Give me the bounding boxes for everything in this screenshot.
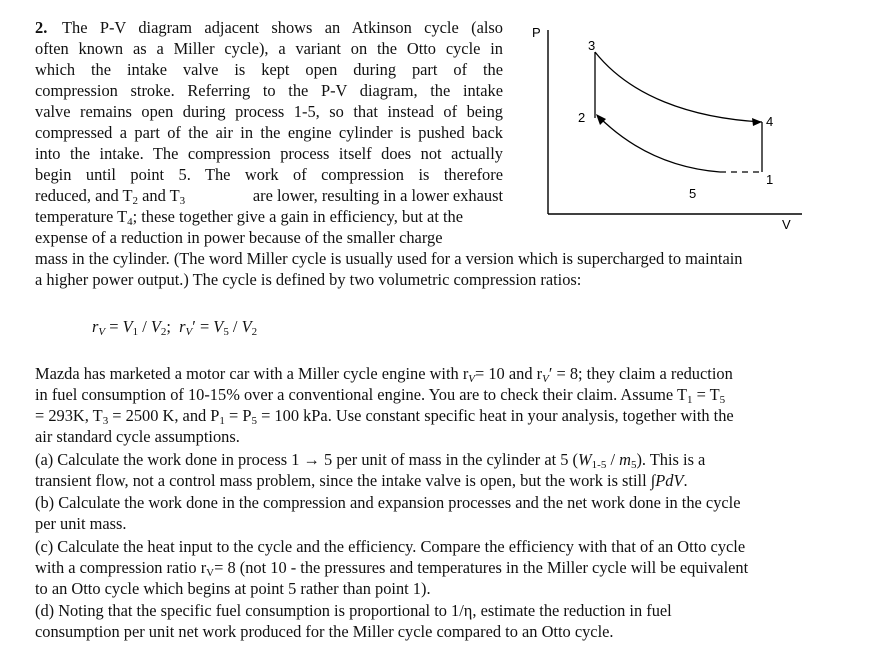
intro-line-6: compressed a part of the air in the engine cylinder is pushed back bbox=[35, 123, 503, 142]
part-b-line-2: per unit mass. bbox=[35, 514, 127, 533]
mazda-line-3: = 293K, T3 = 2500 K, and P1 = P5 = 100 kPa. Use constant specific heat in your analysis, together with the bbox=[35, 406, 734, 427]
point-2-label: 2 bbox=[578, 110, 586, 125]
intro-line-5: valve remains open during process 1-5, so that instead of being bbox=[35, 102, 503, 121]
point-3-label: 3 bbox=[588, 38, 596, 53]
mazda-line-4: air standard cycle assumptions. bbox=[35, 427, 240, 446]
part-b-line-1: (b) Calculate the work done in the compression and expansion processes and the net work done in the cycle bbox=[35, 493, 741, 512]
part-d-line-1: (d) Noting that the specific fuel consumption is proportional to 1/η, estimate the reduction in fuel bbox=[35, 601, 672, 620]
problem-number: 2. bbox=[35, 18, 48, 37]
part-a-line-2: transient flow, not a control mass problem, since the intake valve is open, but the work is still ∫PdV. bbox=[35, 471, 688, 490]
part-c-line-1: (c) Calculate the heat input to the cycle and the efficiency. Compare the efficiency with that of an Otto cycle bbox=[35, 537, 746, 556]
compression-ratio-equation: rV = V1 / V2; rV′ = V5 / V2 bbox=[92, 317, 258, 338]
point-1-label: 1 bbox=[766, 172, 774, 187]
intro-line-9: reduced, and T2 and T3 are lower, resulting in a lower exhaust bbox=[35, 186, 503, 207]
arrow-at-2-icon bbox=[596, 114, 606, 125]
mazda-line-1: Mazda has marketed a motor car with a Miller cycle engine with rV= 10 and rV′ = 8; they claim a reduction bbox=[35, 364, 733, 385]
intro-line-8: begin until point 5. The work of compression is therefore bbox=[35, 165, 503, 184]
expansion-curve-3-4 bbox=[595, 52, 762, 122]
intro-line-11: expense of a reduction in power because of the smaller charge bbox=[35, 228, 443, 247]
point-5-label: 5 bbox=[689, 186, 697, 201]
intro-line-1: The P-V diagram adjacent shows an Atkinson cycle (also bbox=[62, 18, 503, 37]
intro-line-7: into the intake. The compression process itself does not actually bbox=[35, 144, 503, 163]
point-4-label: 4 bbox=[766, 114, 774, 129]
intro-line-10: temperature T4; these together give a gain in efficiency, but at the bbox=[35, 207, 463, 228]
part-c-line-3: to an Otto cycle which begins at point 5 rather than point 1). bbox=[35, 579, 431, 598]
intro-line-4: compression stroke. Referring to the P-V diagram, the intake bbox=[35, 81, 503, 100]
v-axis-label: V bbox=[782, 217, 791, 232]
compression-curve-5-2 bbox=[598, 116, 720, 172]
arrow-at-4-icon bbox=[752, 118, 762, 126]
part-a-line-1: (a) Calculate the work done in process 1 → 5 per unit of mass in the cylinder at 5 (W1-5 / m5). This is a bbox=[35, 450, 706, 471]
part-c-line-2: with a compression ratio rV= 8 (not 10 - the pressures and temperatures in the Miller cycle will be equivalent bbox=[35, 558, 749, 579]
mazda-line-2: in fuel consumption of 10-15% over a conventional engine. You are to check their claim. Assume T1 = T5 bbox=[35, 385, 726, 406]
pv-diagram bbox=[520, 18, 820, 240]
intro-line-13: a higher power output.) The cycle is defined by two volumetric compression ratios: bbox=[35, 270, 582, 289]
p-axis-label: P bbox=[532, 25, 541, 40]
intro-line-3: which the intake valve is kept open during part of the bbox=[35, 60, 503, 79]
intro-line-2: often known as a Miller cycle), a variant on the Otto cycle in bbox=[35, 39, 503, 58]
part-d-line-2: consumption per unit net work produced for the Miller cycle compared to an Otto cycle. bbox=[35, 622, 614, 641]
intro-line-12: mass in the cylinder. (The word Miller cycle is usually used for a version which is supercharged to maintain bbox=[35, 249, 743, 268]
